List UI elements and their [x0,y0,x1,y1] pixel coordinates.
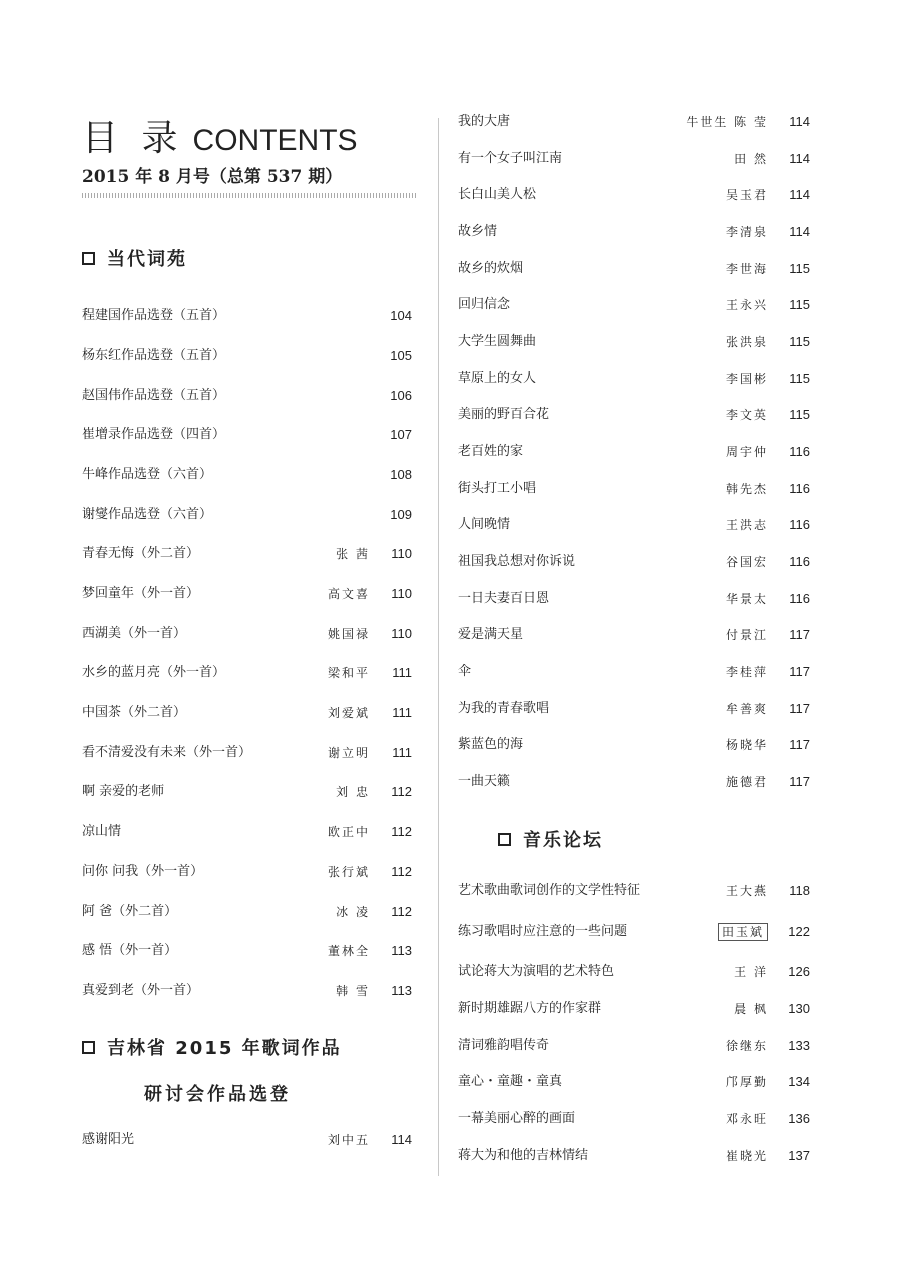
toc-page: 106 [390,388,412,403]
toc-page: 117 [789,664,810,679]
toc-author: 牛世生 陈 莹 [686,115,768,129]
toc-author: 刘中五 [327,1133,370,1147]
toc-title: 我的大唐 [458,114,511,129]
toc-title: 感谢阳光 [82,1132,135,1147]
toc-title: 梦回童年（外一首） [82,586,200,601]
toc-title: 人间晚情 [458,517,511,532]
toc-row[interactable] [458,881,810,901]
toc-author: 李世海 [725,262,768,276]
toc-title: 祖国我总想对你诉说 [458,554,576,569]
toc-row[interactable] [82,782,412,802]
toc-row[interactable] [458,515,810,535]
toc-row[interactable] [458,442,810,462]
toc-page: 115 [789,371,810,386]
hatched-divider [82,193,416,198]
toc-title: 程建国作品选登（五首） [82,308,226,323]
toc-title: 谢燮作品选登（六首） [82,507,213,522]
section-title: 吉林省 2015 年歌词作品 [107,1038,342,1059]
section-title: 当代词苑 [107,249,187,270]
toc-title: 试论蒋大为演唱的艺术特色 [458,964,615,979]
toc-title: 回归信念 [458,297,511,312]
toc-page: 112 [391,904,412,919]
toc-page: 111 [392,705,412,720]
toc-page: 114 [789,187,810,202]
toc-row[interactable] [458,259,810,279]
toc-row[interactable] [458,962,810,982]
toc-title: 感 悟（外一首） [82,943,178,958]
toc-row[interactable] [82,544,412,564]
toc-row[interactable] [458,332,810,352]
toc-row[interactable] [458,735,810,755]
toc-row[interactable] [82,981,412,1001]
toc-row[interactable] [458,185,810,205]
toc-author: 杨晓华 [725,738,768,752]
toc-author: 张洪泉 [725,335,768,349]
toc-title: 老百姓的家 [458,444,524,459]
toc-row[interactable] [82,941,412,961]
toc-title: 为我的青春歌唱 [458,701,550,716]
toc-page: 116 [789,517,810,532]
toc-page: 107 [390,427,412,442]
toc-author: 崔晓光 [725,1149,768,1163]
toc-author: 冰 凌 [336,905,370,919]
toc-title: 新时期雄踞八方的作家群 [458,1001,602,1016]
toc-title: 水乡的蓝月亮（外一首） [82,665,226,680]
toc-page: 122 [788,924,810,939]
toc-row[interactable] [458,405,810,425]
toc-title: 阿 爸（外二首） [82,904,178,919]
section-checkbox-icon [82,252,95,265]
toc-row[interactable] [458,1072,810,1092]
toc-title: 牛峰作品选登（六首） [82,467,213,482]
toc-author: 欧正中 [327,825,370,839]
toc-row[interactable] [82,624,412,644]
toc-page: 112 [391,824,412,839]
toc-title: 长白山美人松 [458,187,537,202]
toc-author: 付景江 [725,628,768,642]
toc-page: 115 [789,407,810,422]
toc-page: 113 [391,983,412,998]
toc-page: 111 [392,665,412,680]
toc-author: 李清泉 [725,225,768,239]
toc-title: 西湖美（外一首） [82,626,187,641]
toc-row[interactable] [82,465,412,485]
toc-author: 李国彬 [725,372,768,386]
toc-page: 115 [789,334,810,349]
toc-page: 133 [788,1038,810,1053]
toc-title: 中国茶（外二首） [82,705,187,720]
toc-title: 大学生圆舞曲 [458,334,537,349]
toc-page: 104 [390,308,412,323]
toc-author-boxed: 田玉斌 [718,923,768,941]
section-title: 音乐论坛 [523,830,603,851]
toc-page: 137 [788,1148,810,1163]
toc-title: 真爱到老（外一首） [82,983,200,998]
issue-info: 2015 年 8 月号（总第 537 期） [82,167,343,187]
toc-row[interactable] [458,1109,810,1129]
toc-author: 王 洋 [734,965,768,979]
toc-page: 136 [788,1111,810,1126]
toc-row[interactable] [82,902,412,922]
toc-page: 117 [789,701,810,716]
title-cn: 目 录 [82,118,184,159]
toc-row[interactable] [458,149,810,169]
toc-row[interactable] [82,584,412,604]
toc-row[interactable] [458,552,810,572]
toc-page: 112 [391,784,412,799]
toc-title: 故乡的炊烟 [458,261,524,276]
toc-author: 施德君 [725,775,768,789]
toc-author: 田 然 [734,152,768,166]
section-checkbox-icon [498,833,511,846]
toc-row[interactable] [82,505,412,525]
toc-title: 一幕美丽心醉的画面 [458,1111,576,1126]
toc-page: 115 [789,297,810,312]
toc-row[interactable] [458,999,810,1019]
toc-page: 116 [789,481,810,496]
toc-page: 130 [788,1001,810,1016]
toc-page: 109 [390,507,412,522]
toc-author: 谢立明 [327,746,370,760]
toc-author: 谷国宏 [725,555,768,569]
toc-page: 134 [788,1074,810,1089]
toc-author: 韩 雪 [336,984,370,998]
title-en: CONTENTS [192,124,358,157]
page-title [82,110,358,161]
toc-title: 一日夫妻百日恩 [458,591,550,606]
toc-page: 110 [391,586,412,601]
section-subtitle [144,1080,291,1106]
toc-row[interactable] [82,663,412,683]
toc-title: 崔增录作品选登（四首） [82,427,226,442]
toc-title: 清词雅韵唱传奇 [458,1038,550,1053]
toc-title: 问你 问我（外一首） [82,864,204,879]
toc-title: 看不清爱没有未来（外一首） [82,745,252,760]
toc-title: 啊 亲爱的老师 [82,784,165,799]
toc-row[interactable] [82,703,412,723]
section-subtitle-text: 研讨会作品选登 [144,1084,291,1105]
toc-page: 105 [390,348,412,363]
toc-title: 赵国伟作品选登（五首） [82,388,226,403]
toc-row[interactable] [82,1130,412,1150]
toc-title: 练习歌唱时应注意的一些问题 [458,924,628,939]
toc-author: 晨 枫 [734,1002,768,1016]
toc-author: 王大燕 [725,884,768,898]
section-heading-forum [498,826,603,852]
toc-author: 刘爱斌 [327,706,370,720]
toc-page: 117 [789,627,810,642]
toc-title: 街头打工小唱 [458,481,537,496]
toc-page: 114 [789,151,810,166]
toc-page: 117 [789,774,810,789]
toc-title: 故乡情 [458,224,498,239]
toc-page: 114 [789,224,810,239]
toc-row[interactable] [82,862,412,882]
toc-author: 张行斌 [327,865,370,879]
toc-author: 王永兴 [725,298,768,312]
toc-row[interactable] [458,1036,810,1056]
toc-author: 刘 忠 [336,785,370,799]
toc-page: 114 [789,114,810,129]
toc-row[interactable] [458,222,810,242]
toc-title: 青春无悔（外二首） [82,546,200,561]
toc-page: 115 [789,261,810,276]
toc-row[interactable] [458,295,810,315]
toc-row[interactable] [458,625,810,645]
toc-page: 110 [391,546,412,561]
toc-author: 高文喜 [327,587,370,601]
toc-author: 张 茜 [336,547,370,561]
toc-page: 114 [391,1132,412,1147]
section-heading-ci-yuan [82,245,187,271]
section-heading-jilin [82,1034,342,1060]
toc-author: 邝厚勤 [725,1075,768,1089]
toc-row[interactable] [458,479,810,499]
toc-title: 伞 [458,664,472,679]
toc-row[interactable] [458,112,810,132]
toc-author: 姚国禄 [327,627,370,641]
toc-author: 周宇仲 [725,445,768,459]
toc-page: 110 [391,626,412,641]
toc-author: 华景太 [725,592,768,606]
toc-page: 108 [390,467,412,482]
toc-title: 凉山情 [82,824,122,839]
toc-author: 李文英 [725,408,768,422]
toc-author: 牟善爽 [725,702,768,716]
column-divider [438,118,439,1176]
toc-row[interactable] [458,369,810,389]
toc-author: 徐继东 [725,1039,768,1053]
toc-title: 美丽的野百合花 [458,407,550,422]
toc-author: 王洪志 [725,518,768,532]
toc-title: 爱是满天星 [458,627,524,642]
toc-title: 紫蓝色的海 [458,737,524,752]
toc-title: 杨东红作品选登（五首） [82,348,226,363]
toc-author: 邓永旺 [725,1112,768,1126]
toc-row[interactable] [458,1146,810,1166]
toc-author: 梁和平 [327,666,370,680]
toc-row[interactable] [82,425,412,445]
toc-row[interactable] [82,306,412,326]
toc-author: 吴玉君 [725,188,768,202]
toc-row[interactable] [82,743,412,763]
toc-row[interactable] [458,589,810,609]
toc-row[interactable] [458,922,810,942]
section-checkbox-icon [82,1041,95,1054]
toc-row[interactable] [458,699,810,719]
toc-title: 一曲天籁 [458,774,511,789]
toc-page: 116 [789,554,810,569]
toc-page: 111 [392,745,412,760]
toc-row[interactable] [458,662,810,682]
toc-page: 113 [391,943,412,958]
toc-author: 董林全 [327,944,370,958]
toc-page: 116 [789,444,810,459]
toc-author: 李桂萍 [725,665,768,679]
toc-title: 童心・童趣・童真 [458,1074,563,1089]
toc-title: 蒋大为和他的吉林情结 [458,1148,589,1163]
toc-page: 116 [789,591,810,606]
toc-row[interactable] [458,772,810,792]
toc-row[interactable] [82,822,412,842]
toc-title: 草原上的女人 [458,371,537,386]
toc-title: 艺术歌曲歌词创作的文学性特征 [458,883,641,898]
toc-row[interactable] [82,346,412,366]
toc-page: 126 [788,964,810,979]
toc-author: 韩先杰 [725,482,768,496]
toc-page: 117 [789,737,810,752]
toc-title: 有一个女子叫江南 [458,151,563,166]
toc-row[interactable] [82,386,412,406]
toc-page: 112 [391,864,412,879]
toc-page: 118 [789,883,810,898]
